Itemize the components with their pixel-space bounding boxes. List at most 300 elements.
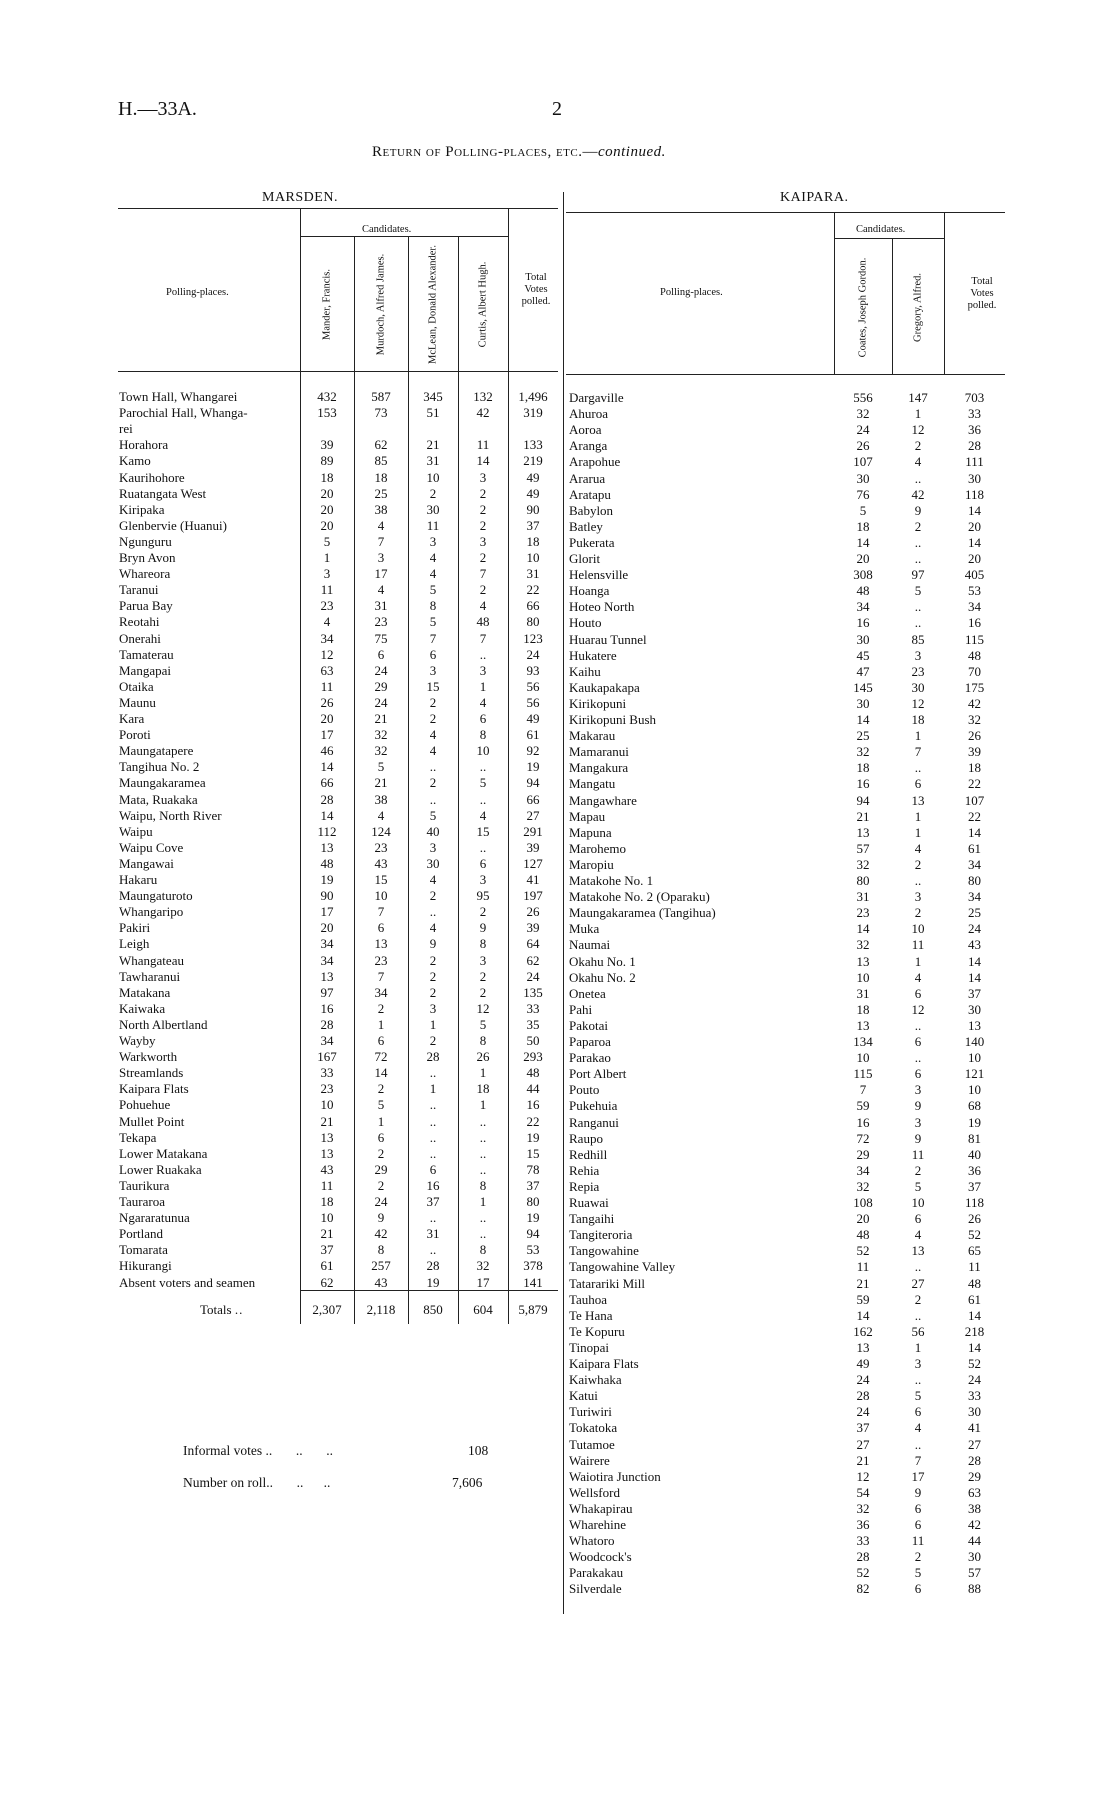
marsden-totals-rule bbox=[300, 1290, 558, 1291]
kaipara-row-place: Mapuna bbox=[569, 824, 612, 840]
kaipara-row-place: Parakao bbox=[569, 1050, 611, 1066]
marsden-cell: 42 bbox=[374, 1226, 388, 1242]
marsden-cell: 32 bbox=[374, 743, 388, 759]
marsden-cell: 7 bbox=[377, 904, 385, 920]
kaipara-cell: 3 bbox=[914, 1082, 922, 1098]
marsden-cell: .. bbox=[429, 1097, 437, 1113]
marsden-cell: 21 bbox=[374, 775, 388, 791]
kaipara-row-place: Pukerata bbox=[569, 534, 615, 550]
marsden-candidate-header: Murdoch, Alfred James. bbox=[375, 253, 387, 356]
kaipara-cell: 4 bbox=[914, 454, 922, 470]
marsden-cell: 7 bbox=[479, 630, 487, 646]
marsden-cell: 89 bbox=[320, 453, 334, 469]
kaipara-cell: 18 bbox=[856, 760, 870, 776]
marsden-cell: 21 bbox=[374, 711, 388, 726]
marsden-cell: 257 bbox=[371, 1258, 391, 1274]
marsden-cell: 39 bbox=[526, 839, 540, 855]
marsden-column-rule bbox=[300, 208, 301, 1324]
marsden-row-place: Streamlands bbox=[119, 1065, 184, 1081]
kaipara-cell: 9 bbox=[914, 502, 922, 518]
page-title-continued: continued. bbox=[597, 144, 666, 160]
marsden-cell: .. bbox=[429, 904, 437, 920]
marsden-candidate-header: Curtis, Albert Hugh. bbox=[477, 261, 489, 348]
marsden-cell: 21 bbox=[426, 437, 440, 453]
marsden-cell: 20 bbox=[320, 485, 334, 501]
marsden-row-place: Leigh bbox=[119, 936, 150, 952]
marsden-cell: 1 bbox=[479, 1194, 487, 1209]
kaipara-cell: 52 bbox=[856, 1565, 870, 1581]
marsden-cell: 16 bbox=[526, 1097, 540, 1113]
marsden-cell: 2 bbox=[429, 775, 437, 791]
kaipara-row-place: Pouto bbox=[569, 1082, 600, 1098]
marsden-cell: 141 bbox=[523, 1274, 543, 1290]
marsden-cell: 13 bbox=[320, 1129, 334, 1145]
marsden-row-place: Horahora bbox=[119, 437, 169, 453]
marsden-cell: 38 bbox=[374, 791, 388, 807]
marsden-row-place: Pohuehue bbox=[119, 1097, 171, 1113]
marsden-cell: 127 bbox=[523, 855, 543, 871]
kaipara-cell: 80 bbox=[968, 873, 981, 888]
kaipara-cell: 24 bbox=[856, 1372, 870, 1388]
marsden-row-place: Tangihua No. 2 bbox=[119, 759, 200, 775]
kaipara-cell: 57 bbox=[968, 1565, 981, 1581]
kaipara-cell: 81 bbox=[968, 1130, 981, 1146]
kaipara-row-place: Repia bbox=[569, 1178, 600, 1194]
informal-votes-row: Informal votes .. .. .. bbox=[183, 1443, 333, 1458]
kaipara-cell: 175 bbox=[964, 679, 985, 695]
marsden-cell: .. bbox=[479, 1161, 487, 1177]
marsden-cell: 5 bbox=[377, 1097, 385, 1113]
kaipara-cell: 13 bbox=[856, 824, 870, 840]
kaipara-cell: 45 bbox=[856, 647, 870, 663]
marsden-cell: 14 bbox=[476, 453, 490, 469]
kaipara-cell: 23 bbox=[856, 905, 870, 921]
marsden-cell: 18 bbox=[320, 1194, 334, 1209]
kaipara-cell: .. bbox=[914, 470, 922, 486]
kaipara-cell: 12 bbox=[911, 1001, 925, 1017]
kaipara-cell: 18 bbox=[856, 1001, 870, 1017]
marsden-cell: 41 bbox=[526, 872, 540, 887]
kaipara-cell: 34 bbox=[856, 599, 870, 615]
marsden-cell: 4 bbox=[323, 614, 331, 630]
kaipara-cell: 24 bbox=[968, 1372, 981, 1388]
kaipara-cell: 32 bbox=[856, 406, 870, 422]
kaipara-row-place: Raupo bbox=[569, 1130, 603, 1146]
marsden-cell: 80 bbox=[526, 1194, 540, 1209]
kaipara-cell: 80 bbox=[856, 873, 870, 888]
kaipara-title: KAIPARA. bbox=[780, 190, 849, 205]
kaipara-row-place: Mangakura bbox=[569, 760, 629, 776]
kaipara-cell: .. bbox=[914, 1307, 922, 1323]
kaipara-total-header: Total Votes polled. bbox=[967, 276, 997, 311]
kaipara-cell: 11 bbox=[911, 937, 925, 953]
marsden-cell: 37 bbox=[320, 1242, 334, 1258]
marsden-row-place: Ruatangata West bbox=[119, 485, 207, 501]
marsden-cell: 19 bbox=[526, 1129, 540, 1145]
kaipara-cell: 6 bbox=[914, 1500, 922, 1516]
marsden-cell: 291 bbox=[523, 823, 543, 839]
marsden-row-place: rei bbox=[119, 421, 133, 437]
marsden-cell: .. bbox=[429, 1065, 437, 1081]
marsden-row-place: Whangateau bbox=[119, 952, 184, 968]
kaipara-cell: 2 bbox=[914, 1291, 922, 1307]
kaipara-row-place: Turiwiri bbox=[569, 1404, 612, 1420]
marsden-cell: 90 bbox=[320, 888, 334, 904]
marsden-cell: 8 bbox=[479, 1033, 487, 1048]
kaipara-cell: 405 bbox=[964, 567, 985, 583]
document-reference: H.—33A. bbox=[118, 98, 197, 120]
kaipara-cell: 121 bbox=[964, 1066, 985, 1082]
marsden-cell: 6 bbox=[377, 1033, 385, 1048]
kaipara-row-place: Babylon bbox=[569, 502, 614, 518]
kaipara-cell: 6 bbox=[914, 985, 922, 1001]
kaipara-cell: 57 bbox=[856, 840, 870, 856]
section-divider bbox=[563, 192, 564, 1614]
kaipara-cell: .. bbox=[914, 615, 922, 631]
kaipara-cell: 3 bbox=[914, 1114, 922, 1130]
kaipara-cell: 37 bbox=[856, 1420, 870, 1436]
marsden-cell: 11 bbox=[320, 582, 334, 598]
kaipara-cell: 16 bbox=[856, 615, 870, 631]
kaipara-cell: 63 bbox=[968, 1484, 981, 1500]
kaipara-cell: 36 bbox=[968, 1162, 981, 1178]
marsden-cell: 14 bbox=[320, 759, 334, 775]
kaipara-cell: 27 bbox=[968, 1436, 981, 1452]
marsden-total-header: Total Votes polled. bbox=[521, 272, 551, 307]
kaipara-row-place: Naumai bbox=[569, 937, 611, 953]
marsden-cell: 14 bbox=[374, 1065, 388, 1081]
kaipara-cell: 39 bbox=[968, 744, 981, 760]
kaipara-cell: 23 bbox=[911, 663, 925, 679]
kaipara-cell: 32 bbox=[856, 1500, 870, 1516]
marsden-column-rule bbox=[508, 208, 509, 1324]
marsden-cell: 2 bbox=[479, 984, 487, 1000]
kaipara-cell: 28 bbox=[968, 1452, 981, 1468]
marsden-cell: 3 bbox=[377, 550, 385, 565]
kaipara-cell: 31 bbox=[856, 985, 870, 1001]
marsden-cell: 4 bbox=[377, 517, 385, 533]
marsden-cell: 34 bbox=[320, 1033, 334, 1048]
marsden-cell: 93 bbox=[526, 662, 540, 678]
marsden-cell: 23 bbox=[374, 839, 388, 855]
kaipara-row-place: Mapau bbox=[569, 808, 606, 824]
kaipara-cell: 27 bbox=[856, 1436, 870, 1452]
kaipara-row-place: Okahu No. 1 bbox=[569, 953, 636, 969]
marsden-row-place: Mangapai bbox=[119, 662, 171, 678]
kaipara-cell: 24 bbox=[856, 1404, 870, 1420]
marsden-cell: 85 bbox=[374, 453, 388, 469]
marsden-cell: 26 bbox=[476, 1049, 490, 1065]
kaipara-cell: .. bbox=[914, 551, 922, 566]
kaipara-cell: 27 bbox=[911, 1275, 925, 1291]
kaipara-cell: 22 bbox=[968, 808, 981, 824]
marsden-cell: 43 bbox=[320, 1161, 334, 1177]
kaipara-cell: 16 bbox=[968, 615, 981, 631]
marsden-cell: 2 bbox=[377, 1081, 385, 1097]
marsden-cell: .. bbox=[479, 1226, 487, 1242]
marsden-row-place: Tekapa bbox=[119, 1129, 157, 1145]
kaipara-cell: 21 bbox=[856, 1275, 870, 1291]
marsden-cell: 123 bbox=[523, 630, 543, 646]
marsden-cell: .. bbox=[479, 1129, 487, 1145]
kaipara-cell: 13 bbox=[911, 1243, 925, 1259]
marsden-row-place: Maungatapere bbox=[119, 743, 194, 759]
marsden-cell: 49 bbox=[526, 485, 540, 501]
marsden-cell: 10 bbox=[426, 469, 440, 485]
marsden-cell: 15 bbox=[426, 678, 440, 694]
kaipara-cell: 5 bbox=[859, 502, 867, 518]
marsden-title: MARSDEN. bbox=[262, 190, 338, 205]
page-number: 2 bbox=[552, 98, 562, 120]
kaipara-cell: 118 bbox=[964, 486, 985, 502]
kaipara-cell: 4 bbox=[914, 969, 922, 985]
marsden-cell: 78 bbox=[526, 1161, 540, 1177]
marsden-row-place: Bryn Avon bbox=[119, 550, 176, 565]
marsden-cell: 5 bbox=[479, 775, 487, 791]
marsden-cell: 3 bbox=[479, 533, 487, 549]
kaipara-cell: 5 bbox=[914, 1178, 922, 1194]
marsden-cell: .. bbox=[479, 646, 487, 662]
marsden-cell: 4 bbox=[429, 550, 437, 565]
kaipara-cell: 147 bbox=[908, 390, 928, 405]
kaipara-cell: 2 bbox=[914, 1162, 922, 1178]
kaipara-cell: 9 bbox=[914, 1130, 922, 1146]
totals-label-text: Totals bbox=[200, 1302, 232, 1317]
marsden-cell: 28 bbox=[320, 791, 334, 807]
marsden-cell: 3 bbox=[479, 872, 487, 887]
kaipara-row-place: Tutamoe bbox=[569, 1436, 615, 1452]
marsden-cell: 124 bbox=[371, 823, 391, 839]
marsden-cell: 34 bbox=[320, 630, 334, 646]
marsden-cell: 5 bbox=[323, 533, 331, 549]
marsden-cell: 17 bbox=[320, 727, 334, 743]
kaipara-cell: 5 bbox=[914, 583, 922, 599]
marsden-cell: 33 bbox=[320, 1065, 334, 1081]
marsden-cell: 8 bbox=[479, 1177, 487, 1193]
marsden-cell: .. bbox=[429, 1145, 437, 1161]
kaipara-row-place: Tangiteroria bbox=[569, 1227, 633, 1243]
marsden-cell: 6 bbox=[479, 855, 487, 871]
kaipara-cell: 218 bbox=[964, 1323, 985, 1339]
kaipara-cell: 61 bbox=[968, 1291, 981, 1307]
kaipara-row-place: Hoanga bbox=[569, 583, 610, 599]
number-on-roll-row: Number on roll.. .. .. bbox=[183, 1475, 331, 1490]
marsden-cell: 23 bbox=[320, 1081, 334, 1097]
marsden-cell: 3 bbox=[429, 1000, 437, 1016]
kaipara-row-place: Batley bbox=[569, 518, 603, 534]
marsden-cell: 3 bbox=[479, 952, 487, 968]
marsden-cell: 20 bbox=[320, 501, 334, 517]
marsden-row-place: Hakaru bbox=[119, 872, 158, 887]
kaipara-row-place: Port Albert bbox=[569, 1066, 627, 1082]
marsden-cell: 31 bbox=[526, 566, 540, 582]
marsden-cell: 1 bbox=[323, 550, 331, 565]
kaipara-cell: 34 bbox=[856, 1162, 870, 1178]
kaipara-row-place: Waiotira Junction bbox=[569, 1468, 661, 1484]
kaipara-cell: 68 bbox=[968, 1098, 981, 1114]
marsden-cell: 26 bbox=[320, 694, 334, 710]
kaipara-cell: 2 bbox=[914, 518, 922, 534]
kaipara-cell: 25 bbox=[856, 728, 870, 744]
kaipara-cell: 18 bbox=[911, 712, 925, 727]
marsden-cell: 31 bbox=[374, 598, 388, 614]
marsden-cell: 2 bbox=[479, 485, 487, 501]
marsden-cell: 5 bbox=[429, 807, 437, 823]
marsden-cell: 20 bbox=[320, 517, 334, 533]
kaipara-cell: 36 bbox=[856, 1517, 870, 1532]
kaipara-cell: 4 bbox=[914, 1227, 922, 1243]
marsden-cell: 80 bbox=[526, 614, 540, 630]
kaipara-cell: 108 bbox=[853, 1195, 873, 1210]
marsden-cell: 14 bbox=[320, 807, 334, 823]
kaipara-cell: 6 bbox=[914, 1404, 922, 1420]
marsden-cell: 31 bbox=[426, 1226, 440, 1242]
marsden-cell: 7 bbox=[377, 968, 385, 984]
kaipara-cell: 48 bbox=[968, 1275, 981, 1291]
kaipara-cell: 32 bbox=[856, 744, 870, 760]
kaipara-cell: 14 bbox=[968, 534, 981, 550]
kaipara-cell: 14 bbox=[968, 1339, 981, 1355]
marsden-cell: 319 bbox=[523, 405, 543, 421]
marsden-cell: 37 bbox=[426, 1194, 440, 1209]
marsden-cell: 21 bbox=[320, 1226, 334, 1242]
kaipara-row-place: Tinopai bbox=[569, 1339, 609, 1355]
marsden-row-place: Maunu bbox=[119, 694, 156, 710]
marsden-candidates-rule bbox=[300, 236, 508, 237]
kaipara-cell: 56 bbox=[911, 1323, 925, 1339]
kaipara-cell: 5 bbox=[914, 1565, 922, 1581]
kaipara-cell: 94 bbox=[856, 792, 870, 808]
kaipara-cell: 11 bbox=[911, 1533, 925, 1549]
kaipara-column-rule bbox=[892, 238, 893, 374]
marsden-row-place: Tauraroa bbox=[119, 1194, 166, 1209]
kaipara-cell: 28 bbox=[968, 438, 981, 454]
marsden-row-place: North Albertland bbox=[119, 1016, 208, 1032]
marsden-cell: 39 bbox=[320, 437, 334, 453]
marsden-row-place: Mata, Ruakaka bbox=[119, 791, 198, 807]
marsden-row-place: Tamaterau bbox=[119, 646, 174, 662]
marsden-cell: 18 bbox=[374, 469, 388, 485]
marsden-total-cell: 604 bbox=[473, 1302, 493, 1317]
kaipara-row-place: Woodcock's bbox=[569, 1549, 632, 1565]
kaipara-row-place: Kirikopuni Bush bbox=[569, 712, 657, 727]
kaipara-cell: 14 bbox=[856, 1307, 870, 1323]
kaipara-cell: 1 bbox=[914, 1339, 922, 1355]
kaipara-cell: 7 bbox=[914, 744, 922, 760]
kaipara-cell: .. bbox=[914, 873, 922, 888]
kaipara-cell: 97 bbox=[911, 567, 925, 583]
kaipara-row-place: Kaiwhaka bbox=[569, 1372, 622, 1388]
kaipara-cell: 308 bbox=[853, 567, 873, 583]
kaipara-cell: 59 bbox=[856, 1098, 870, 1114]
marsden-cell: 3 bbox=[323, 566, 331, 582]
marsden-cell: .. bbox=[429, 791, 437, 807]
kaipara-row-place: Redhill bbox=[569, 1146, 608, 1162]
marsden-cell: 62 bbox=[526, 952, 540, 968]
kaipara-cell: 14 bbox=[968, 953, 981, 969]
marsden-cell: 133 bbox=[523, 437, 543, 453]
kaipara-row-place: Rehia bbox=[569, 1162, 600, 1178]
marsden-cell: 28 bbox=[320, 1016, 334, 1032]
marsden-cell: .. bbox=[429, 1210, 437, 1226]
marsden-cell: 4 bbox=[377, 582, 385, 598]
marsden-cell: 1,496 bbox=[518, 389, 548, 404]
marsden-cell: 6 bbox=[479, 711, 487, 726]
marsden-cell: 13 bbox=[320, 839, 334, 855]
kaipara-row-place: Wairere bbox=[569, 1452, 610, 1468]
kaipara-cell: 3 bbox=[914, 889, 922, 905]
marsden-cell: 19 bbox=[526, 1210, 540, 1226]
marsden-row-place: Parua Bay bbox=[119, 598, 173, 614]
kaipara-cell: 11 bbox=[911, 1146, 925, 1162]
marsden-cell: 37 bbox=[526, 1177, 540, 1193]
kaipara-cell: .. bbox=[914, 1050, 922, 1066]
kaipara-row-place: Marohemo bbox=[569, 840, 627, 856]
kaipara-cell: 33 bbox=[856, 1533, 870, 1549]
informal-votes-label: Informal votes bbox=[183, 1443, 263, 1458]
marsden-cell: 75 bbox=[374, 630, 388, 646]
marsden-row-place: Lower Matakana bbox=[119, 1145, 208, 1161]
kaipara-cell: 13 bbox=[856, 1339, 870, 1355]
kaipara-header-rule bbox=[566, 374, 1005, 375]
kaipara-row-place: Ararua bbox=[569, 470, 606, 486]
kaipara-cell: 42 bbox=[968, 695, 981, 711]
kaipara-cell: 3 bbox=[914, 1356, 922, 1371]
marsden-cell: 25 bbox=[374, 485, 388, 501]
marsden-cell: 432 bbox=[317, 389, 337, 404]
kaipara-row-place: Okahu No. 2 bbox=[569, 969, 636, 985]
marsden-cell: 6 bbox=[429, 646, 437, 662]
marsden-cell: 32 bbox=[476, 1258, 490, 1274]
marsden-row-place: Portland bbox=[119, 1226, 164, 1242]
kaipara-cell: 140 bbox=[964, 1034, 985, 1049]
kaipara-cell: 38 bbox=[968, 1500, 981, 1516]
kaipara-column-rule bbox=[834, 212, 835, 374]
marsden-cell: 53 bbox=[526, 1242, 540, 1258]
marsden-cell: 4 bbox=[479, 694, 487, 710]
marsden-row-place: Waipu Cove bbox=[119, 839, 184, 855]
kaipara-cell: 34 bbox=[968, 599, 981, 615]
marsden-cell: 28 bbox=[426, 1258, 440, 1274]
marsden-total-cell: 850 bbox=[423, 1302, 443, 1317]
kaipara-cell: 17 bbox=[911, 1468, 925, 1484]
marsden-cell: 48 bbox=[526, 1065, 540, 1081]
marsden-cell: 19 bbox=[526, 759, 540, 775]
kaipara-row-place: Muka bbox=[569, 921, 600, 937]
kaipara-row-place: Arapohue bbox=[569, 454, 621, 470]
kaipara-cell: 111 bbox=[965, 454, 984, 470]
marsden-row-place: Absent voters and seamen bbox=[119, 1274, 256, 1290]
kaipara-row-place: Aoroa bbox=[569, 422, 602, 438]
kaipara-cell: 33 bbox=[968, 1388, 981, 1404]
marsden-cell: 2 bbox=[429, 485, 437, 501]
marsden-cell: 72 bbox=[374, 1049, 388, 1065]
kaipara-top-rule bbox=[566, 212, 1005, 213]
marsden-cell: 1 bbox=[429, 1081, 437, 1097]
marsden-cell: 4 bbox=[479, 807, 487, 823]
kaipara-row-place: Hoteo North bbox=[569, 599, 635, 615]
kaipara-cell: 13 bbox=[968, 1017, 981, 1033]
marsden-cell: 43 bbox=[374, 1274, 388, 1290]
marsden-row-place: Warkworth bbox=[119, 1049, 178, 1065]
marsden-total-cell: 2,307 bbox=[312, 1302, 342, 1317]
marsden-cell: 32 bbox=[374, 727, 388, 743]
marsden-cell: 345 bbox=[423, 389, 443, 404]
kaipara-cell: 61 bbox=[968, 840, 981, 856]
kaipara-cell: 6 bbox=[914, 1581, 922, 1597]
kaipara-row-place: Pakotai bbox=[569, 1017, 608, 1033]
marsden-row-place: Lower Ruakaka bbox=[119, 1161, 202, 1177]
